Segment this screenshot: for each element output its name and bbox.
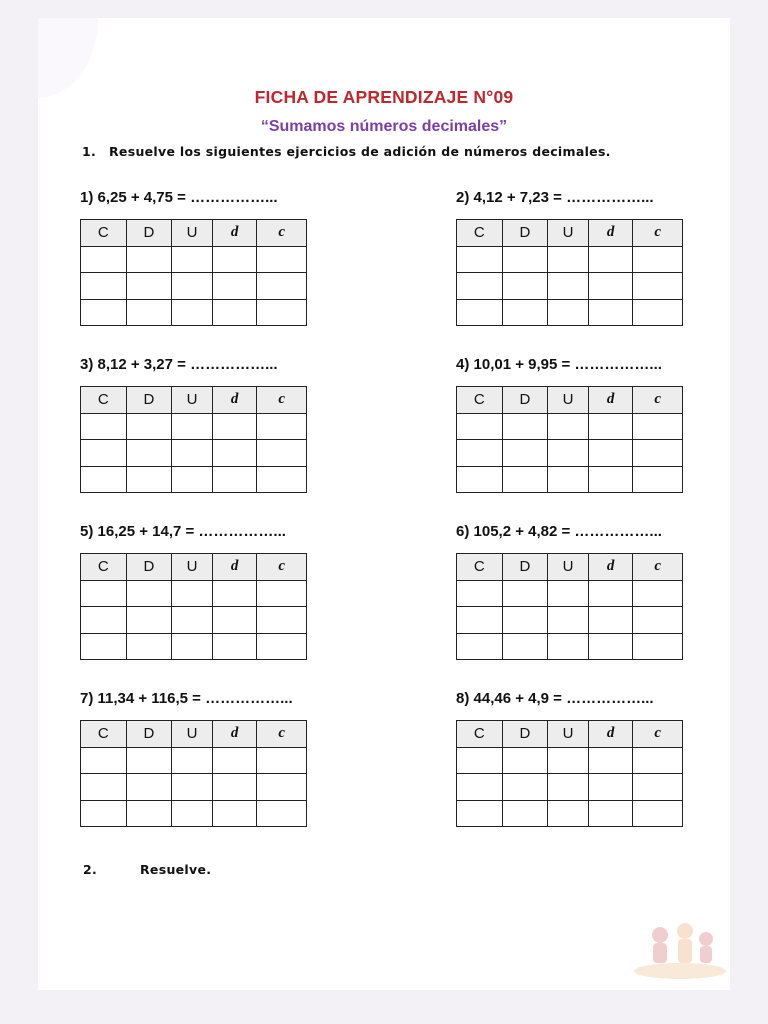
header-cell: d bbox=[212, 721, 257, 748]
answer-cell[interactable] bbox=[548, 413, 589, 440]
table-row bbox=[457, 440, 683, 467]
answer-cell[interactable] bbox=[172, 440, 213, 467]
table-header-row bbox=[457, 387, 683, 414]
header-cell: d bbox=[588, 387, 633, 414]
answer-cell[interactable] bbox=[633, 800, 683, 827]
mascot-watermark-icon bbox=[630, 913, 730, 983]
answer-cell[interactable] bbox=[502, 273, 548, 300]
answer-cell[interactable] bbox=[81, 633, 127, 660]
answer-cell[interactable] bbox=[172, 774, 213, 801]
answer-cell[interactable] bbox=[126, 747, 172, 774]
table-row bbox=[81, 299, 307, 326]
header-cell: D bbox=[126, 554, 172, 581]
place-value-table bbox=[80, 553, 307, 660]
answer-cell[interactable] bbox=[548, 580, 589, 607]
header-cell: C bbox=[457, 554, 503, 581]
answer-cell[interactable] bbox=[633, 246, 683, 273]
answer-cell[interactable] bbox=[126, 440, 172, 467]
header-cell: c bbox=[633, 220, 683, 247]
exercise-expression: 2) 4,12 + 7,23 = ……………... bbox=[456, 189, 654, 206]
header-cell: c bbox=[257, 387, 307, 414]
answer-cell[interactable] bbox=[502, 747, 548, 774]
answer-cell[interactable] bbox=[633, 273, 683, 300]
answer-cell[interactable] bbox=[502, 413, 548, 440]
table-row bbox=[81, 580, 307, 607]
answer-cell[interactable] bbox=[457, 273, 503, 300]
answer-cell[interactable] bbox=[126, 607, 172, 634]
exercise-1 bbox=[80, 188, 340, 242]
table-row bbox=[81, 747, 307, 774]
answer-cell[interactable] bbox=[172, 607, 213, 634]
header-cell: c bbox=[257, 554, 307, 581]
answer-cell[interactable] bbox=[126, 299, 172, 326]
answer-cell[interactable] bbox=[81, 413, 127, 440]
answer-cell[interactable] bbox=[457, 607, 503, 634]
answer-cell[interactable] bbox=[81, 800, 127, 827]
table-header-row bbox=[81, 554, 307, 581]
answer-cell[interactable] bbox=[212, 440, 257, 467]
answer-cell[interactable] bbox=[257, 273, 307, 300]
header-cell: U bbox=[172, 721, 213, 748]
answer-cell[interactable] bbox=[126, 800, 172, 827]
header-cell: U bbox=[548, 220, 589, 247]
header-cell: c bbox=[633, 387, 683, 414]
answer-cell[interactable] bbox=[588, 299, 633, 326]
answer-cell[interactable] bbox=[81, 246, 127, 273]
answer-cell[interactable] bbox=[457, 633, 503, 660]
table-row bbox=[457, 607, 683, 634]
worksheet-title: FICHA DE APRENDIZAJE N°09 bbox=[254, 87, 514, 107]
answer-cell[interactable] bbox=[212, 299, 257, 326]
exercise-expression: 8) 44,46 + 4,9 = ……………... bbox=[456, 690, 654, 707]
answer-cell[interactable] bbox=[633, 774, 683, 801]
header-cell: d bbox=[588, 721, 633, 748]
table-row bbox=[81, 800, 307, 827]
answer-cell[interactable] bbox=[588, 774, 633, 801]
answer-cell[interactable] bbox=[502, 800, 548, 827]
answer-cell[interactable] bbox=[502, 299, 548, 326]
header-cell: C bbox=[457, 387, 503, 414]
table-row bbox=[457, 800, 683, 827]
header-cell: C bbox=[81, 220, 127, 247]
header-cell: D bbox=[502, 220, 548, 247]
place-value-table bbox=[80, 386, 307, 493]
table-row bbox=[457, 747, 683, 774]
table-row bbox=[81, 633, 307, 660]
answer-cell[interactable] bbox=[457, 774, 503, 801]
header-cell: D bbox=[126, 721, 172, 748]
header-cell: D bbox=[502, 387, 548, 414]
table-row bbox=[457, 580, 683, 607]
header-cell: C bbox=[81, 721, 127, 748]
table-row bbox=[81, 466, 307, 493]
answer-cell[interactable] bbox=[633, 633, 683, 660]
answer-cell[interactable] bbox=[81, 747, 127, 774]
answer-cell[interactable] bbox=[81, 580, 127, 607]
answer-cell[interactable] bbox=[548, 800, 589, 827]
answer-cell[interactable] bbox=[502, 440, 548, 467]
answer-cell[interactable] bbox=[457, 246, 503, 273]
header-cell: C bbox=[81, 554, 127, 581]
header-cell: C bbox=[81, 387, 127, 414]
answer-cell[interactable] bbox=[81, 774, 127, 801]
table-row bbox=[81, 607, 307, 634]
answer-cell[interactable] bbox=[502, 466, 548, 493]
answer-cell[interactable] bbox=[588, 466, 633, 493]
answer-cell[interactable] bbox=[172, 299, 213, 326]
answer-cell[interactable] bbox=[126, 413, 172, 440]
answer-cell[interactable] bbox=[633, 580, 683, 607]
answer-cell[interactable] bbox=[548, 607, 589, 634]
answer-cell[interactable] bbox=[212, 800, 257, 827]
answer-cell[interactable] bbox=[633, 440, 683, 467]
answer-cell[interactable] bbox=[81, 273, 127, 300]
answer-cell[interactable] bbox=[457, 413, 503, 440]
answer-cell[interactable] bbox=[548, 747, 589, 774]
answer-cell[interactable] bbox=[633, 747, 683, 774]
answer-cell[interactable] bbox=[588, 273, 633, 300]
section-2-number: 2. bbox=[83, 862, 98, 877]
table-header-row bbox=[81, 387, 307, 414]
answer-cell[interactable] bbox=[172, 633, 213, 660]
answer-cell[interactable] bbox=[257, 440, 307, 467]
table-row bbox=[81, 273, 307, 300]
exercise-expression: 4) 10,01 + 9,95 = ……………... bbox=[456, 356, 662, 373]
answer-cell[interactable] bbox=[172, 246, 213, 273]
header-cell: U bbox=[172, 554, 213, 581]
answer-cell[interactable] bbox=[633, 413, 683, 440]
header-cell: d bbox=[588, 554, 633, 581]
table-row bbox=[457, 774, 683, 801]
header-cell: d bbox=[212, 554, 257, 581]
answer-cell[interactable] bbox=[126, 774, 172, 801]
header-cell: U bbox=[548, 721, 589, 748]
answer-cell[interactable] bbox=[257, 774, 307, 801]
answer-cell[interactable] bbox=[502, 607, 548, 634]
answer-cell[interactable] bbox=[212, 246, 257, 273]
table-row bbox=[457, 466, 683, 493]
answer-cell[interactable] bbox=[81, 607, 127, 634]
answer-cell[interactable] bbox=[588, 800, 633, 827]
header-cell: D bbox=[126, 220, 172, 247]
answer-cell[interactable] bbox=[172, 273, 213, 300]
answer-cell[interactable] bbox=[172, 466, 213, 493]
exercise-6 bbox=[456, 522, 716, 576]
answer-cell[interactable] bbox=[457, 299, 503, 326]
answer-cell[interactable] bbox=[548, 440, 589, 467]
answer-cell[interactable] bbox=[212, 413, 257, 440]
table-row bbox=[457, 273, 683, 300]
answer-cell[interactable] bbox=[126, 633, 172, 660]
answer-cell[interactable] bbox=[212, 633, 257, 660]
table-header-row bbox=[457, 220, 683, 247]
exercise-expression: 3) 8,12 + 3,27 = ……………... bbox=[80, 356, 278, 373]
exercise-expression: 7) 11,34 + 116,5 = ……………... bbox=[80, 690, 293, 707]
header-cell: U bbox=[172, 220, 213, 247]
answer-cell[interactable] bbox=[172, 800, 213, 827]
place-value-table bbox=[456, 553, 683, 660]
table-header-row bbox=[457, 554, 683, 581]
header-cell: c bbox=[633, 721, 683, 748]
answer-cell[interactable] bbox=[257, 299, 307, 326]
answer-cell[interactable] bbox=[588, 607, 633, 634]
answer-cell[interactable] bbox=[457, 466, 503, 493]
answer-cell[interactable] bbox=[81, 466, 127, 493]
header-cell: U bbox=[548, 387, 589, 414]
answer-cell[interactable] bbox=[633, 299, 683, 326]
table-header-row bbox=[457, 721, 683, 748]
instruction-1 bbox=[82, 144, 611, 159]
header-cell: c bbox=[257, 220, 307, 247]
answer-cell[interactable] bbox=[212, 466, 257, 493]
answer-cell[interactable] bbox=[212, 273, 257, 300]
answer-cell[interactable] bbox=[257, 466, 307, 493]
table-row bbox=[81, 246, 307, 273]
instruction-text: Resuelve los siguientes ejercicios de adición de números decimales. bbox=[109, 144, 611, 159]
place-value-table bbox=[80, 219, 307, 326]
answer-cell[interactable] bbox=[548, 246, 589, 273]
answer-cell[interactable] bbox=[457, 800, 503, 827]
header-cell: d bbox=[588, 220, 633, 247]
answer-cell[interactable] bbox=[502, 246, 548, 273]
exercise-expression: 1) 6,25 + 4,75 = ……………... bbox=[80, 189, 278, 206]
answer-cell[interactable] bbox=[212, 774, 257, 801]
answer-cell[interactable] bbox=[502, 633, 548, 660]
answer-cell[interactable] bbox=[257, 607, 307, 634]
answer-cell[interactable] bbox=[212, 580, 257, 607]
answer-cell[interactable] bbox=[212, 747, 257, 774]
table-header-row bbox=[81, 721, 307, 748]
place-value-table bbox=[456, 720, 683, 827]
exercise-8 bbox=[456, 689, 716, 743]
answer-cell[interactable] bbox=[457, 747, 503, 774]
page-corner-curl bbox=[38, 18, 98, 98]
exercise-expression: 5) 16,25 + 14,7 = ……………... bbox=[80, 523, 286, 540]
answer-cell[interactable] bbox=[81, 299, 127, 326]
place-value-table bbox=[80, 720, 307, 827]
answer-cell[interactable] bbox=[588, 580, 633, 607]
answer-cell[interactable] bbox=[172, 747, 213, 774]
header-cell: d bbox=[212, 220, 257, 247]
header-cell: c bbox=[633, 554, 683, 581]
answer-cell[interactable] bbox=[502, 774, 548, 801]
exercise-4 bbox=[456, 355, 716, 409]
section-2 bbox=[83, 862, 211, 877]
answer-cell[interactable] bbox=[257, 413, 307, 440]
answer-cell[interactable] bbox=[257, 246, 307, 273]
answer-cell[interactable] bbox=[126, 273, 172, 300]
exercise-2 bbox=[456, 188, 716, 242]
header-cell: D bbox=[126, 387, 172, 414]
header-cell: C bbox=[457, 220, 503, 247]
table-header-row bbox=[81, 220, 307, 247]
answer-cell[interactable] bbox=[257, 747, 307, 774]
header-cell: U bbox=[172, 387, 213, 414]
header-cell: d bbox=[212, 387, 257, 414]
answer-cell[interactable] bbox=[126, 580, 172, 607]
table-row bbox=[457, 246, 683, 273]
answer-cell[interactable] bbox=[588, 413, 633, 440]
place-value-table bbox=[456, 386, 683, 493]
table-row bbox=[81, 774, 307, 801]
answer-cell[interactable] bbox=[257, 633, 307, 660]
exercise-5 bbox=[80, 522, 340, 576]
answer-cell[interactable] bbox=[81, 440, 127, 467]
answer-cell[interactable] bbox=[172, 413, 213, 440]
table-row bbox=[457, 299, 683, 326]
answer-cell[interactable] bbox=[633, 607, 683, 634]
header-cell: U bbox=[548, 554, 589, 581]
answer-cell[interactable] bbox=[588, 747, 633, 774]
header-cell: D bbox=[502, 554, 548, 581]
answer-cell[interactable] bbox=[212, 607, 257, 634]
answer-cell[interactable] bbox=[588, 246, 633, 273]
answer-cell[interactable] bbox=[126, 466, 172, 493]
header-cell: C bbox=[457, 721, 503, 748]
answer-cell[interactable] bbox=[257, 580, 307, 607]
exercise-expression: 6) 105,2 + 4,82 = ……………... bbox=[456, 523, 662, 540]
header-cell: D bbox=[502, 721, 548, 748]
header-cell: c bbox=[257, 721, 307, 748]
answer-cell[interactable] bbox=[588, 633, 633, 660]
answer-cell[interactable] bbox=[257, 800, 307, 827]
answer-cell[interactable] bbox=[548, 299, 589, 326]
table-row bbox=[457, 413, 683, 440]
instruction-number: 1. bbox=[82, 144, 97, 159]
exercise-3 bbox=[80, 355, 340, 409]
answer-cell[interactable] bbox=[457, 440, 503, 467]
exercise-7 bbox=[80, 689, 340, 743]
answer-cell[interactable] bbox=[457, 580, 503, 607]
table-row bbox=[81, 440, 307, 467]
worksheet-subtitle: “Sumamos números decimales” bbox=[260, 118, 508, 135]
section-2-text: Resuelve. bbox=[140, 862, 212, 877]
table-row bbox=[81, 413, 307, 440]
answer-cell[interactable] bbox=[633, 466, 683, 493]
table-row bbox=[457, 633, 683, 660]
answer-cell[interactable] bbox=[548, 273, 589, 300]
answer-cell[interactable] bbox=[502, 580, 548, 607]
place-value-table bbox=[456, 219, 683, 326]
answer-cell[interactable] bbox=[548, 466, 589, 493]
answer-cell[interactable] bbox=[126, 246, 172, 273]
answer-cell[interactable] bbox=[548, 774, 589, 801]
answer-cell[interactable] bbox=[172, 580, 213, 607]
answer-cell[interactable] bbox=[548, 633, 589, 660]
worksheet-page bbox=[38, 18, 730, 990]
answer-cell[interactable] bbox=[588, 440, 633, 467]
